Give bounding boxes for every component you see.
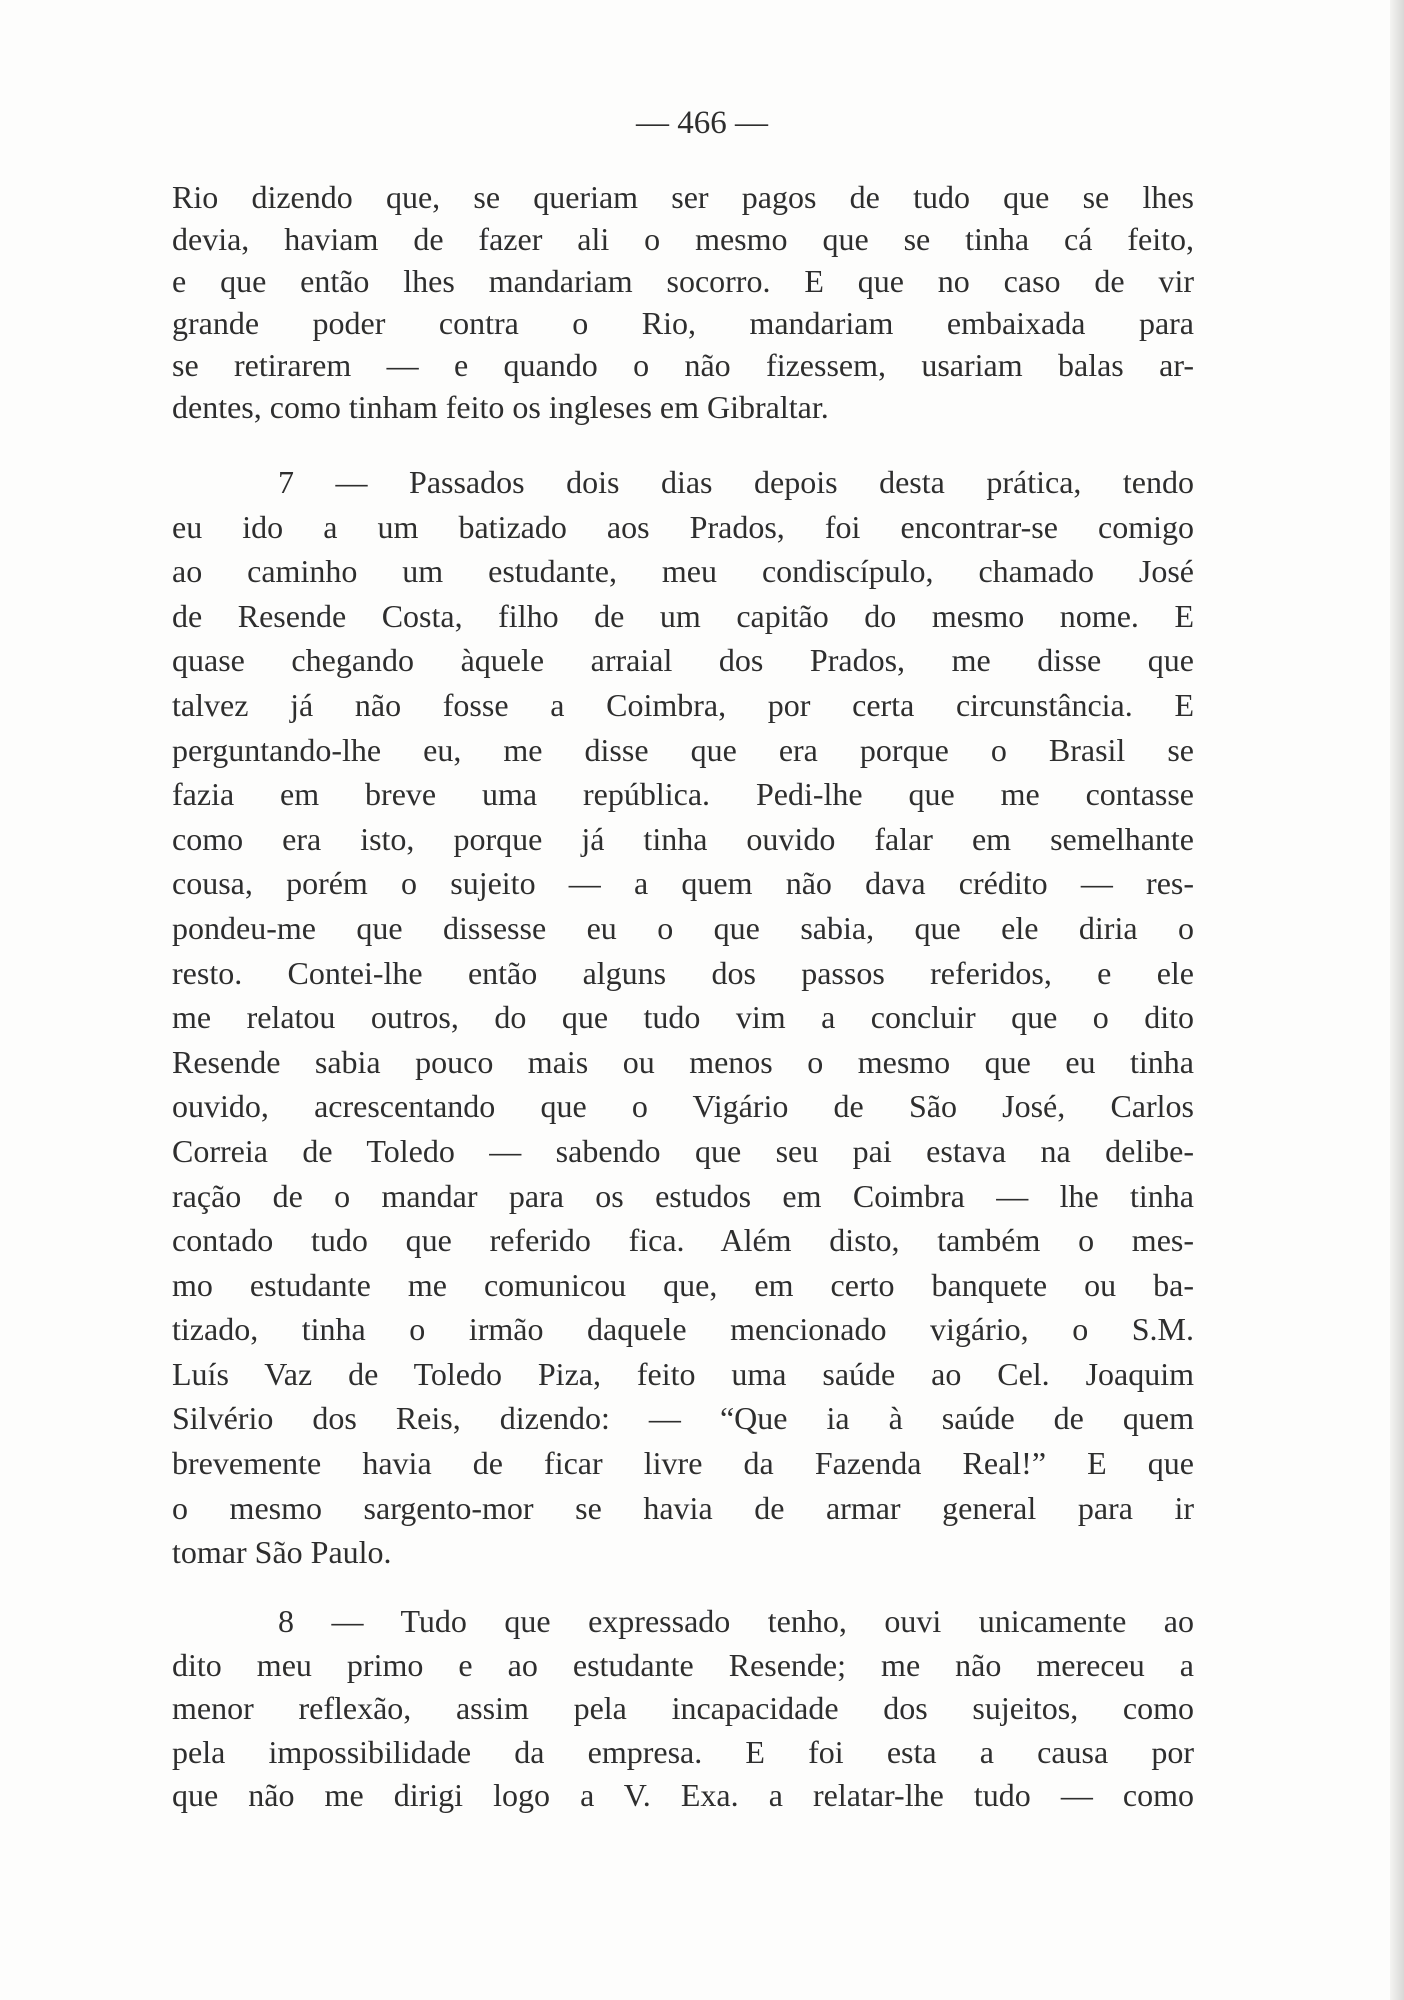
text-line: dentes, como tinham feito os ingleses em Gibraltar. [172,389,829,425]
text-line: resto. Contei-lhe então alguns dos passos referidos, e ele [172,954,1194,991]
text-line: brevemente havia de ficar livre da Fazenda Real!” E que [172,1445,1194,1482]
text-line: eu ido a um batizado aos Prados, foi encontrar-se comigo [172,508,1194,545]
page-number: — 466 — [636,105,768,141]
text-line: ao caminho um estudante, meu condiscípulo, chamado José [172,553,1194,590]
text-line: que não me dirigi logo a V. Exa. a relatar-lhe tudo — como [172,1777,1194,1814]
paragraph-continuation [172,176,1194,428]
text-line: Silvério dos Reis, dizendo: — “Que ia à saúde de quem [172,1400,1194,1437]
text-line: Luís Vaz de Toledo Piza, feito uma saúde ao Cel. Joaquim [172,1355,1194,1392]
text-line: contado tudo que referido fica. Além disto, também o mes- [172,1222,1194,1259]
text-line: grande poder contra o Rio, mandariam embaixada para [172,305,1194,341]
text-line: e que então lhes mandariam socorro. E que no caso de vir [172,263,1194,299]
text-line: perguntando-lhe eu, me disse que era porque o Brasil se [172,731,1194,768]
text-line: Correia de Toledo — sabendo que seu pai estava na delibe- [172,1132,1194,1169]
text-line: tomar São Paulo. [172,1534,392,1571]
scan-edge-shadow [1390,0,1404,2000]
text-line: 7 — Passados dois dias depois desta prática, tendo [278,464,1194,500]
text-line: Rio dizendo que, se queriam ser pagos de tudo que se lhes [172,179,1194,215]
text-line: tizado, tinha o irmão daquele mencionado vigário, o S.M. [172,1311,1194,1348]
text-line: pela impossibilidade da empresa. E foi esta a causa por [172,1733,1194,1770]
text-line: o mesmo sargento-mor se havia de armar general para ir [172,1489,1194,1526]
paragraph-7 [172,460,1194,1575]
text-line: 8 — Tudo que expressado tenho, ouvi unicamente ao [278,1603,1194,1639]
paragraph-8 [172,1600,1194,1818]
text-line: dito meu primo e ao estudante Resende; me não mereceu a [172,1646,1194,1683]
text-line: fazia em breve uma república. Pedi-lhe que me contasse [172,776,1194,813]
text-line: mo estudante me comunicou que, em certo banquete ou ba- [172,1266,1194,1303]
text-line: me relatou outros, do que tudo vim a concluir que o dito [172,999,1194,1036]
text-line: ração de o mandar para os estudos em Coimbra — lhe tinha [172,1177,1194,1214]
text-line: menor reflexão, assim pela incapacidade dos sujeitos, como [172,1690,1194,1727]
text-line: se retirarem — e quando o não fizessem, usariam balas ar- [172,347,1194,383]
text-line: cousa, porém o sujeito — a quem não dava crédito — res- [172,865,1194,902]
text-line: como era isto, porque já tinha ouvido falar em semelhante [172,820,1194,857]
text-line: de Resende Costa, filho de um capitão do mesmo nome. E [172,597,1194,634]
text-line: ouvido, acrescentando que o Vigário de São José, Carlos [172,1088,1194,1125]
text-line: talvez já não fosse a Coimbra, por certa circunstância. E [172,686,1194,723]
text-line: devia, haviam de fazer ali o mesmo que se tinha cá feito, [172,221,1194,257]
text-line: Resende sabia pouco mais ou menos o mesmo que eu tinha [172,1043,1194,1080]
text-line: quase chegando àquele arraial dos Prados, me disse que [172,642,1194,679]
text-line: pondeu-me que dissesse eu o que sabia, que ele diria o [172,909,1194,946]
